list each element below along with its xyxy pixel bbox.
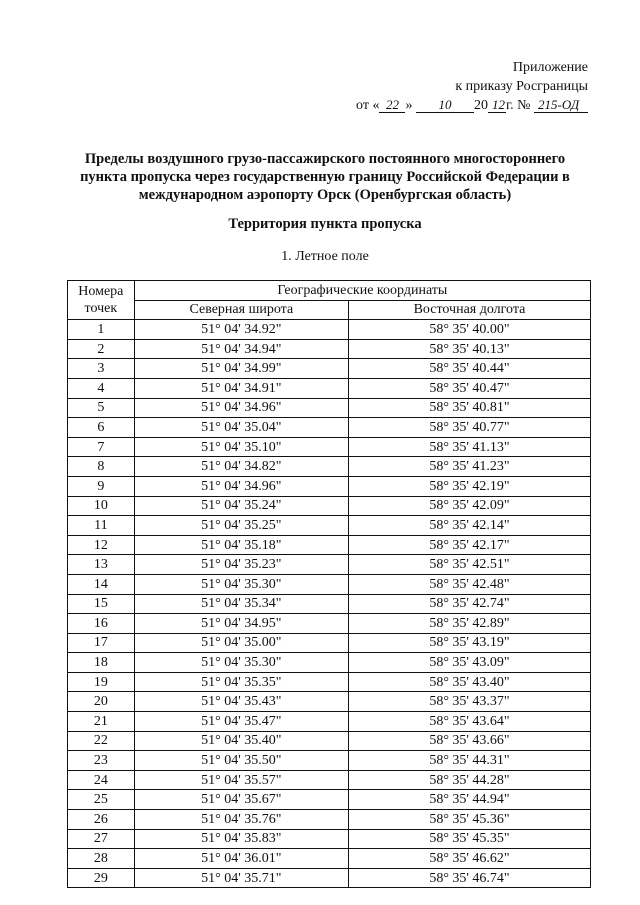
coordinates-body bbox=[68, 320, 591, 888]
table-row bbox=[68, 476, 591, 496]
latitude-cell: 51° 04' 34.96" bbox=[134, 398, 348, 418]
table-row bbox=[68, 574, 591, 594]
table-row bbox=[68, 555, 591, 575]
point-number-cell: 16 bbox=[68, 614, 135, 634]
latitude-cell: 51° 04' 35.57" bbox=[134, 770, 348, 790]
longitude-cell: 58° 35' 42.89" bbox=[348, 614, 590, 634]
point-number-cell: 7 bbox=[68, 437, 135, 457]
title-line-3: международном аэропорту Орск (Оренбургская область) bbox=[138, 187, 512, 203]
latitude-cell: 51° 04' 35.35" bbox=[134, 672, 348, 692]
date-year-handwritten: 12 bbox=[488, 98, 506, 113]
longitude-cell: 58° 35' 42.14" bbox=[348, 516, 590, 536]
longitude-cell: 58° 35' 43.40" bbox=[348, 672, 590, 692]
point-number-cell: 14 bbox=[68, 574, 135, 594]
point-number-cell: 21 bbox=[68, 712, 135, 732]
table-row bbox=[68, 751, 591, 771]
point-number-cell: 19 bbox=[68, 672, 135, 692]
longitude-cell: 58° 35' 42.19" bbox=[348, 476, 590, 496]
longitude-cell: 58° 35' 44.31" bbox=[348, 751, 590, 771]
latitude-cell: 51° 04' 34.99" bbox=[134, 359, 348, 379]
longitude-cell: 58° 35' 43.64" bbox=[348, 712, 590, 732]
point-number-cell: 17 bbox=[68, 633, 135, 653]
table-row bbox=[68, 849, 591, 869]
point-number-cell: 24 bbox=[68, 770, 135, 790]
latitude-cell: 51° 04' 35.30" bbox=[134, 653, 348, 673]
longitude-cell: 58° 35' 43.66" bbox=[348, 731, 590, 751]
header-num-line2: точек bbox=[84, 301, 118, 317]
latitude-cell: 51° 04' 35.43" bbox=[134, 692, 348, 712]
latitude-cell: 51° 04' 35.47" bbox=[134, 712, 348, 732]
title-line-1: Пределы воздушного грузо-пассажирского постоянного многостороннего bbox=[84, 151, 566, 167]
longitude-cell: 58° 35' 45.35" bbox=[348, 829, 590, 849]
order-number-handwritten: 215-ОД bbox=[534, 98, 588, 113]
longitude-cell: 58° 35' 42.74" bbox=[348, 594, 590, 614]
longitude-cell: 58° 35' 40.77" bbox=[348, 418, 590, 438]
latitude-cell: 51° 04' 35.10" bbox=[134, 437, 348, 457]
latitude-cell: 51° 04' 35.30" bbox=[134, 574, 348, 594]
section-heading: Территория пункта пропуска bbox=[228, 216, 422, 232]
longitude-cell: 58° 35' 43.09" bbox=[348, 653, 590, 673]
longitude-cell: 58° 35' 43.19" bbox=[348, 633, 590, 653]
table-row bbox=[68, 868, 591, 888]
longitude-cell: 58° 35' 46.62" bbox=[348, 849, 590, 869]
longitude-cell: 58° 35' 45.36" bbox=[348, 810, 590, 830]
order-reference: к приказу Росграницы bbox=[455, 79, 588, 94]
latitude-cell: 51° 04' 35.23" bbox=[134, 555, 348, 575]
longitude-cell: 58° 35' 40.47" bbox=[348, 378, 590, 398]
latitude-cell: 51° 04' 35.18" bbox=[134, 535, 348, 555]
longitude-cell: 58° 35' 41.13" bbox=[348, 437, 590, 457]
table-row bbox=[68, 829, 591, 849]
longitude-cell: 58° 35' 42.48" bbox=[348, 574, 590, 594]
latitude-cell: 51° 04' 35.40" bbox=[134, 731, 348, 751]
table-row bbox=[68, 457, 591, 477]
date-day-handwritten: 22 bbox=[379, 98, 405, 113]
longitude-cell: 58° 35' 43.37" bbox=[348, 692, 590, 712]
table-row bbox=[68, 770, 591, 790]
order-date-line bbox=[348, 96, 588, 115]
table-row bbox=[68, 339, 591, 359]
header-longitude: Восточная долгота bbox=[348, 300, 590, 320]
point-number-cell: 23 bbox=[68, 751, 135, 771]
latitude-cell: 51° 04' 35.00" bbox=[134, 633, 348, 653]
latitude-cell: 51° 04' 34.96" bbox=[134, 476, 348, 496]
date-month-handwritten: 10 bbox=[416, 98, 474, 113]
table-row bbox=[68, 731, 591, 751]
point-number-cell: 22 bbox=[68, 731, 135, 751]
date-prefix: от « bbox=[356, 98, 380, 113]
point-number-cell: 9 bbox=[68, 476, 135, 496]
point-number-cell: 8 bbox=[68, 457, 135, 477]
longitude-cell: 58° 35' 42.51" bbox=[348, 555, 590, 575]
point-number-cell: 12 bbox=[68, 535, 135, 555]
latitude-cell: 51° 04' 35.04" bbox=[134, 418, 348, 438]
latitude-cell: 51° 04' 35.71" bbox=[134, 868, 348, 888]
latitude-cell: 51° 04' 35.25" bbox=[134, 516, 348, 536]
point-number-cell: 26 bbox=[68, 810, 135, 830]
point-number-cell: 6 bbox=[68, 418, 135, 438]
header-num-line1: Номера bbox=[78, 284, 124, 300]
header-latitude: Северная широта bbox=[134, 300, 348, 320]
table-row bbox=[68, 496, 591, 516]
table-row bbox=[68, 535, 591, 555]
longitude-cell: 58° 35' 44.28" bbox=[348, 770, 590, 790]
point-number-cell: 13 bbox=[68, 555, 135, 575]
point-number-cell: 11 bbox=[68, 516, 135, 536]
latitude-cell: 51° 04' 34.82" bbox=[134, 457, 348, 477]
latitude-cell: 51° 04' 35.50" bbox=[134, 751, 348, 771]
table-row bbox=[68, 378, 591, 398]
longitude-cell: 58° 35' 40.81" bbox=[348, 398, 590, 418]
table-row bbox=[68, 614, 591, 634]
coordinates-table bbox=[67, 280, 591, 888]
latitude-cell: 51° 04' 36.01" bbox=[134, 849, 348, 869]
point-number-cell: 5 bbox=[68, 398, 135, 418]
point-number-cell: 28 bbox=[68, 849, 135, 869]
appendix-header bbox=[348, 58, 588, 115]
point-number-cell: 10 bbox=[68, 496, 135, 516]
point-number-cell: 15 bbox=[68, 594, 135, 614]
latitude-cell: 51° 04' 35.24" bbox=[134, 496, 348, 516]
date-year-prefix: 20 bbox=[473, 98, 488, 113]
longitude-cell: 58° 35' 46.74" bbox=[348, 868, 590, 888]
appendix-label: Приложение bbox=[512, 60, 588, 75]
header-geo-coordinates: Географические координаты bbox=[134, 281, 590, 301]
table-row bbox=[68, 437, 591, 457]
table-row bbox=[68, 712, 591, 732]
point-number-cell: 4 bbox=[68, 378, 135, 398]
point-number-cell: 1 bbox=[68, 320, 135, 340]
latitude-cell: 51° 04' 34.95" bbox=[134, 614, 348, 634]
table-row bbox=[68, 320, 591, 340]
longitude-cell: 58° 35' 42.09" bbox=[348, 496, 590, 516]
longitude-cell: 58° 35' 41.23" bbox=[348, 457, 590, 477]
latitude-cell: 51° 04' 34.94" bbox=[134, 339, 348, 359]
table-row bbox=[68, 810, 591, 830]
table-row bbox=[68, 359, 591, 379]
point-number-cell: 27 bbox=[68, 829, 135, 849]
latitude-cell: 51° 04' 35.67" bbox=[134, 790, 348, 810]
table-row bbox=[68, 692, 591, 712]
latitude-cell: 51° 04' 35.76" bbox=[134, 810, 348, 830]
longitude-cell: 58° 35' 40.13" bbox=[348, 339, 590, 359]
header-point-number bbox=[68, 281, 135, 320]
table-row bbox=[68, 516, 591, 536]
subsection-heading: 1. Летное поле bbox=[281, 249, 369, 264]
table-row bbox=[68, 633, 591, 653]
point-number-cell: 25 bbox=[68, 790, 135, 810]
date-year-suffix: г. № bbox=[505, 98, 531, 113]
table-row bbox=[68, 672, 591, 692]
document-title bbox=[60, 150, 590, 204]
longitude-cell: 58° 35' 44.94" bbox=[348, 790, 590, 810]
table-row bbox=[68, 594, 591, 614]
latitude-cell: 51° 04' 35.34" bbox=[134, 594, 348, 614]
latitude-cell: 51° 04' 34.92" bbox=[134, 320, 348, 340]
point-number-cell: 3 bbox=[68, 359, 135, 379]
table-row bbox=[68, 418, 591, 438]
longitude-cell: 58° 35' 42.17" bbox=[348, 535, 590, 555]
table-row bbox=[68, 790, 591, 810]
longitude-cell: 58° 35' 40.00" bbox=[348, 320, 590, 340]
point-number-cell: 18 bbox=[68, 653, 135, 673]
latitude-cell: 51° 04' 34.91" bbox=[134, 378, 348, 398]
longitude-cell: 58° 35' 40.44" bbox=[348, 359, 590, 379]
point-number-cell: 29 bbox=[68, 868, 135, 888]
point-number-cell: 20 bbox=[68, 692, 135, 712]
point-number-cell: 2 bbox=[68, 339, 135, 359]
date-mid: » bbox=[405, 98, 413, 113]
latitude-cell: 51° 04' 35.83" bbox=[134, 829, 348, 849]
table-row bbox=[68, 653, 591, 673]
title-line-2: пункта пропуска через государственную границу Российской Федерации в bbox=[80, 169, 570, 185]
table-row bbox=[68, 398, 591, 418]
